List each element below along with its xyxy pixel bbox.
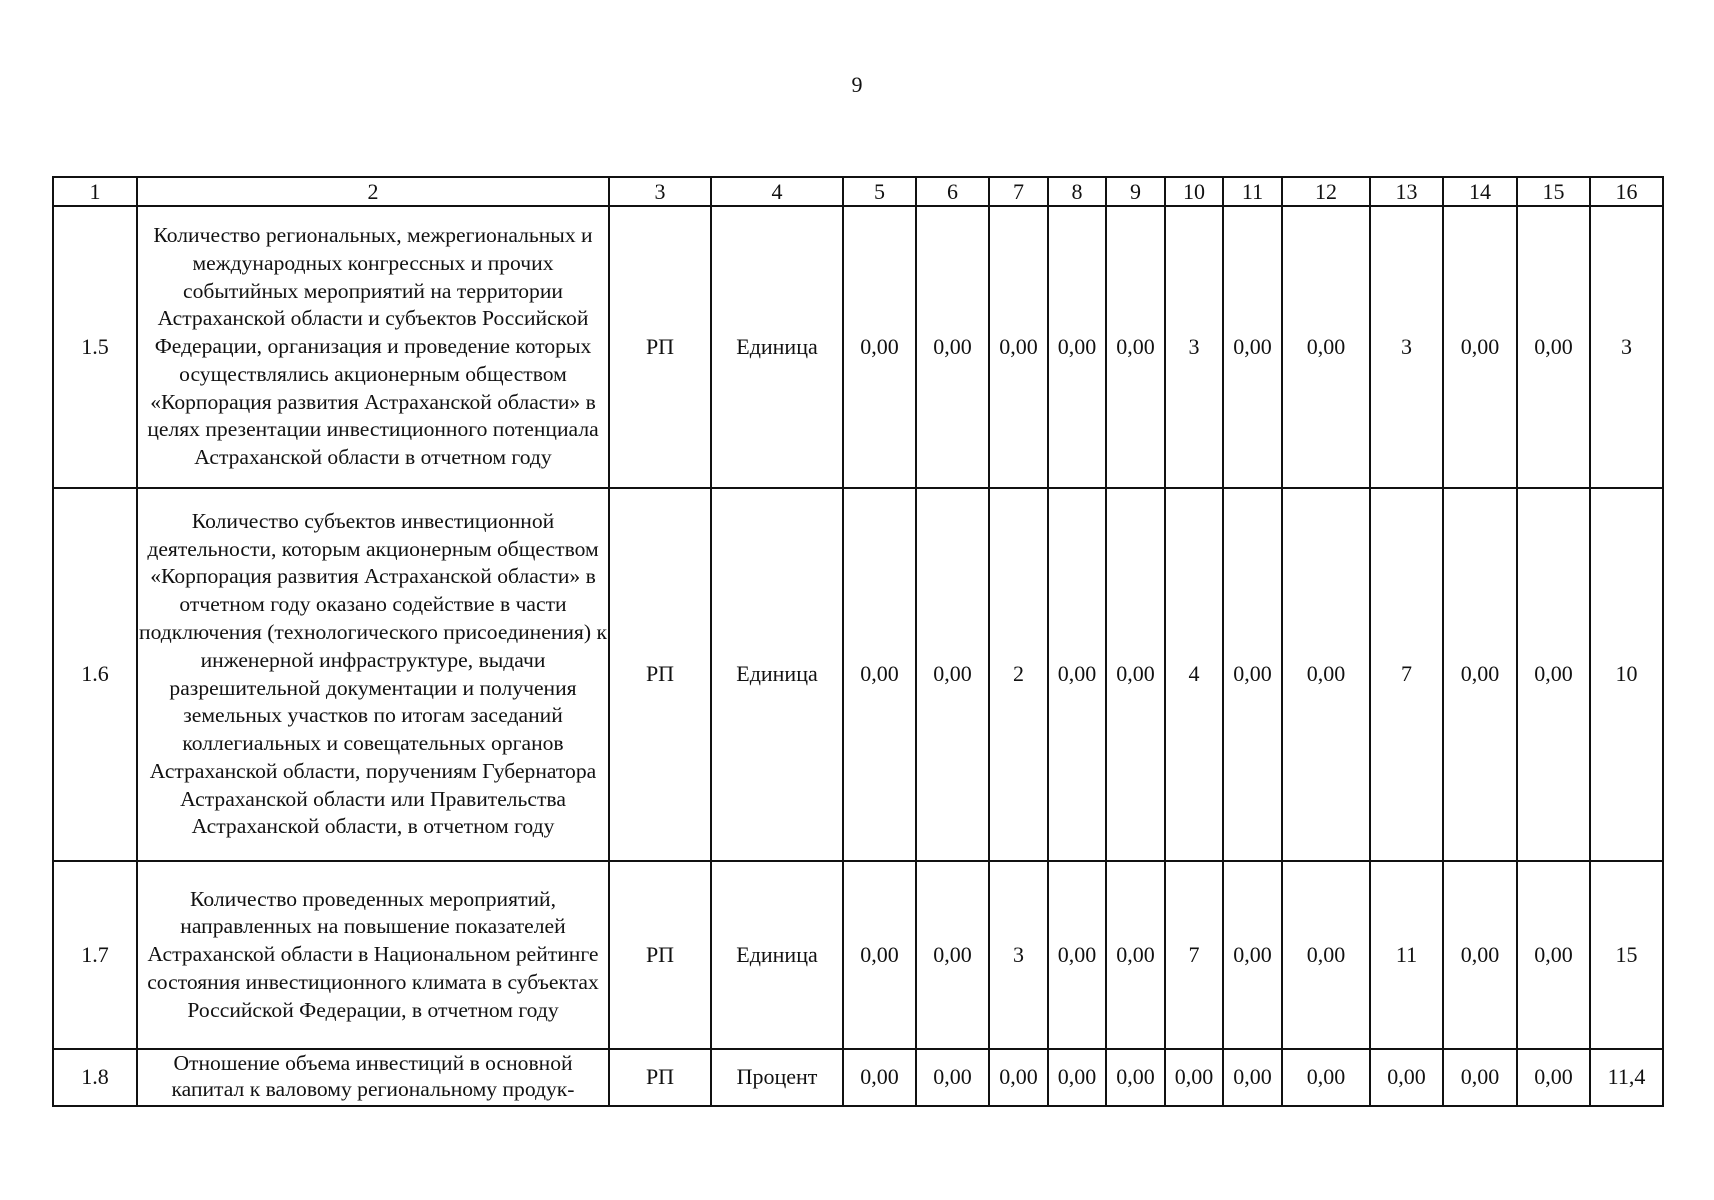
value-cell: 7 xyxy=(1165,861,1223,1049)
value-cell: 0,00 xyxy=(1370,1049,1443,1106)
value-cell: 0,00 xyxy=(1282,488,1370,861)
source-cell: РП xyxy=(609,861,711,1049)
value-cell: 0,00 xyxy=(1223,488,1282,861)
row-number: 1.5 xyxy=(53,206,137,488)
value-cell: 0,00 xyxy=(1048,206,1106,488)
value-cell: 0,00 xyxy=(916,488,989,861)
value-cell: 3 xyxy=(1370,206,1443,488)
value-cell: 0,00 xyxy=(1282,861,1370,1049)
value-cell: 0,00 xyxy=(1223,206,1282,488)
unit-cell: Единица xyxy=(711,861,843,1049)
value-cell: 0,00 xyxy=(1223,861,1282,1049)
header-cell-11: 11 xyxy=(1223,177,1282,206)
value-cell: 0,00 xyxy=(1443,488,1517,861)
value-cell: 10 xyxy=(1590,488,1663,861)
value-cell: 4 xyxy=(1165,488,1223,861)
unit-cell: Единица xyxy=(711,206,843,488)
value-cell: 0,00 xyxy=(1048,1049,1106,1106)
value-cell: 2 xyxy=(989,488,1048,861)
table-row xyxy=(53,206,1663,488)
header-cell-4: 4 xyxy=(711,177,843,206)
value-cell: 0,00 xyxy=(1282,206,1370,488)
value-cell: 0,00 xyxy=(1443,1049,1517,1106)
header-row xyxy=(53,177,1663,206)
indicator-name: Количество региональных, межрегиональных и международных конгрессных и прочих событийных мероприятий на территории Астраханской области и субъектов Российской Федерации, организация и проведение которых осуществлялись акционерным обществом «Корпорация развития Астраханской области» в целях презентации инвестиционного потенциала Астраханской области в отчетном году xyxy=(137,206,609,488)
value-cell: 0,00 xyxy=(916,206,989,488)
source-cell: РП xyxy=(609,206,711,488)
header-cell-14: 14 xyxy=(1443,177,1517,206)
row-number: 1.8 xyxy=(53,1049,137,1106)
header-cell-3: 3 xyxy=(609,177,711,206)
value-cell: 0,00 xyxy=(1048,488,1106,861)
row-number: 1.6 xyxy=(53,488,137,861)
value-cell: 0,00 xyxy=(989,206,1048,488)
row-number: 1.7 xyxy=(53,861,137,1049)
source-cell: РП xyxy=(609,488,711,861)
value-cell: 0,00 xyxy=(1443,206,1517,488)
header-cell-1: 1 xyxy=(53,177,137,206)
value-cell: 11,4 xyxy=(1590,1049,1663,1106)
value-cell: 3 xyxy=(989,861,1048,1049)
indicators-table xyxy=(52,176,1664,1107)
value-cell: 0,00 xyxy=(1282,1049,1370,1106)
indicator-name: Количество проведенных мероприятий, направленных на повышение показателей Астраханской области в Национальном рейтинге состояния инвестиционного климата в субъектах Российской Федерации, в отчетном году xyxy=(137,861,609,1049)
value-cell: 0,00 xyxy=(1223,1049,1282,1106)
value-cell: 11 xyxy=(1370,861,1443,1049)
value-cell: 0,00 xyxy=(843,1049,916,1106)
value-cell: 0,00 xyxy=(1517,206,1590,488)
value-cell: 0,00 xyxy=(1106,206,1165,488)
value-cell: 3 xyxy=(1590,206,1663,488)
header-cell-12: 12 xyxy=(1282,177,1370,206)
header-cell-2: 2 xyxy=(137,177,609,206)
table-row xyxy=(53,1049,1663,1106)
value-cell: 0,00 xyxy=(843,206,916,488)
header-cell-13: 13 xyxy=(1370,177,1443,206)
value-cell: 0,00 xyxy=(1517,1049,1590,1106)
value-cell: 15 xyxy=(1590,861,1663,1049)
indicator-name: Отношение объема инвестиций в основной капитал к валовому региональному продук- xyxy=(137,1049,609,1106)
page-number: 9 xyxy=(851,72,863,97)
value-cell: 0,00 xyxy=(1106,1049,1165,1106)
header-cell-7: 7 xyxy=(989,177,1048,206)
value-cell: 0,00 xyxy=(1517,861,1590,1049)
value-cell: 0,00 xyxy=(1106,488,1165,861)
value-cell: 0,00 xyxy=(1165,1049,1223,1106)
table-row xyxy=(53,861,1663,1049)
value-cell: 0,00 xyxy=(989,1049,1048,1106)
header-cell-15: 15 xyxy=(1517,177,1590,206)
value-cell: 0,00 xyxy=(916,1049,989,1106)
header-cell-6: 6 xyxy=(916,177,989,206)
value-cell: 0,00 xyxy=(1517,488,1590,861)
value-cell: 3 xyxy=(1165,206,1223,488)
value-cell: 7 xyxy=(1370,488,1443,861)
table-row xyxy=(53,488,1663,861)
unit-cell: Единица xyxy=(711,488,843,861)
value-cell: 0,00 xyxy=(1048,861,1106,1049)
header-cell-8: 8 xyxy=(1048,177,1106,206)
indicator-name: Количество субъектов инвестиционной деятельности, которым акционерным обществом «Корпорация развития Астраханской области» в отчетном году оказано содействие в части подключения (технологического присоединения) к инженерной инфраструктуре, выдачи разрешительной документации и получения земельных участков по итогам заседаний коллегиальных и совещательных органов Астраханской области, поручениям Губернатора Астраханской области или Правительства Астраханской области, в отчетном году xyxy=(137,488,609,861)
header-cell-10: 10 xyxy=(1165,177,1223,206)
value-cell: 0,00 xyxy=(843,488,916,861)
source-cell: РП xyxy=(609,1049,711,1106)
header-cell-16: 16 xyxy=(1590,177,1663,206)
header-cell-9: 9 xyxy=(1106,177,1165,206)
unit-cell: Процент xyxy=(711,1049,843,1106)
header-cell-5: 5 xyxy=(843,177,916,206)
value-cell: 0,00 xyxy=(1106,861,1165,1049)
value-cell: 0,00 xyxy=(1443,861,1517,1049)
value-cell: 0,00 xyxy=(843,861,916,1049)
value-cell: 0,00 xyxy=(916,861,989,1049)
